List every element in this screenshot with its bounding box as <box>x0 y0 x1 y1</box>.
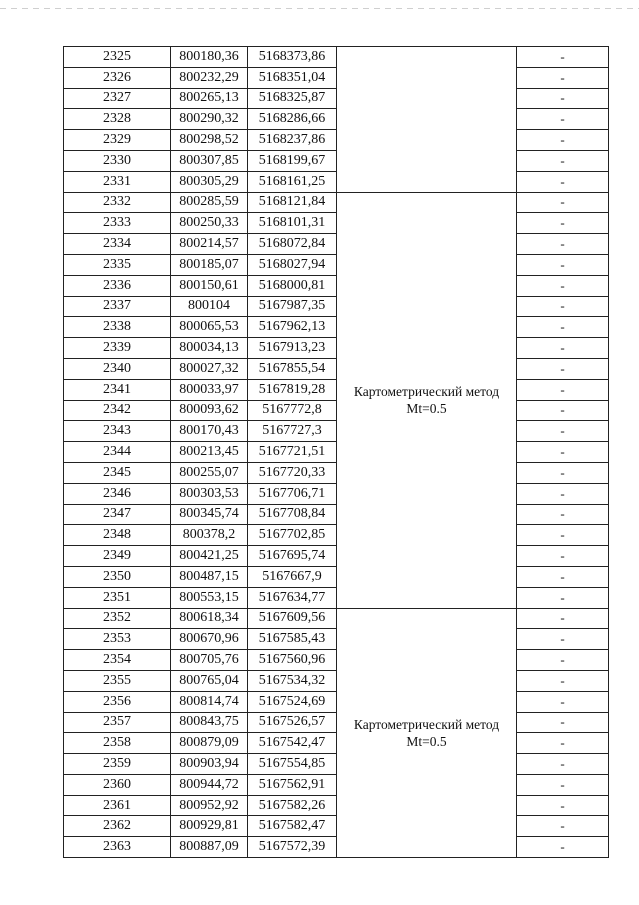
dash-cell: - <box>517 566 609 587</box>
dash-cell: - <box>517 525 609 546</box>
y-coordinate-cell: 5167855,54 <box>248 358 337 379</box>
table-row <box>64 47 609 68</box>
point-number-cell: 2340 <box>64 358 171 379</box>
x-coordinate-cell: 800814,74 <box>171 691 248 712</box>
dash-cell: - <box>517 733 609 754</box>
point-number-cell: 2334 <box>64 234 171 255</box>
x-coordinate-cell: 800487,15 <box>171 566 248 587</box>
dash-cell: - <box>517 234 609 255</box>
x-coordinate-cell: 800305,29 <box>171 171 248 192</box>
y-coordinate-cell: 5167721,51 <box>248 442 337 463</box>
point-number-cell: 2349 <box>64 546 171 567</box>
x-coordinate-cell: 800944,72 <box>171 774 248 795</box>
x-coordinate-cell: 800670,96 <box>171 629 248 650</box>
dash-cell: - <box>517 650 609 671</box>
table-row <box>64 608 609 629</box>
y-coordinate-cell: 5167524,69 <box>248 691 337 712</box>
y-coordinate-cell: 5168351,04 <box>248 67 337 88</box>
dash-cell: - <box>517 338 609 359</box>
x-coordinate-cell: 800170,43 <box>171 421 248 442</box>
point-number-cell: 2329 <box>64 130 171 151</box>
point-number-cell: 2355 <box>64 670 171 691</box>
point-number-cell: 2338 <box>64 317 171 338</box>
method-accuracy-text: Mt=0.5 <box>406 401 447 417</box>
method-name-text: Картометрический метод <box>353 384 500 400</box>
x-coordinate-cell: 800307,85 <box>171 150 248 171</box>
dash-cell: - <box>517 130 609 151</box>
y-coordinate-cell: 5167695,74 <box>248 546 337 567</box>
table-row <box>64 88 609 109</box>
y-coordinate-cell: 5167772,8 <box>248 400 337 421</box>
table-row <box>64 650 609 671</box>
table-row <box>64 691 609 712</box>
y-coordinate-cell: 5167708,84 <box>248 504 337 525</box>
table-row <box>64 546 609 567</box>
x-coordinate-cell: 800421,25 <box>171 546 248 567</box>
y-coordinate-cell: 5167913,23 <box>248 338 337 359</box>
dash-cell: - <box>517 629 609 650</box>
point-number-cell: 2345 <box>64 462 171 483</box>
dash-cell: - <box>517 47 609 68</box>
dash-cell: - <box>517 774 609 795</box>
table-row <box>64 213 609 234</box>
dash-cell: - <box>517 795 609 816</box>
table-row <box>64 629 609 650</box>
x-coordinate-cell: 800929,81 <box>171 816 248 837</box>
y-coordinate-cell: 5167562,91 <box>248 774 337 795</box>
point-number-cell: 2354 <box>64 650 171 671</box>
table-row <box>64 442 609 463</box>
x-coordinate-cell: 800887,09 <box>171 837 248 858</box>
table-row <box>64 234 609 255</box>
dash-cell: - <box>517 670 609 691</box>
dash-cell: - <box>517 483 609 504</box>
table-row <box>64 379 609 400</box>
point-number-cell: 2362 <box>64 816 171 837</box>
table-row <box>64 192 609 213</box>
point-number-cell: 2337 <box>64 296 171 317</box>
x-coordinate-cell: 800250,33 <box>171 213 248 234</box>
x-coordinate-cell: 800265,13 <box>171 88 248 109</box>
table-row <box>64 504 609 525</box>
y-coordinate-cell: 5167542,47 <box>248 733 337 754</box>
point-number-cell: 2353 <box>64 629 171 650</box>
table-row <box>64 816 609 837</box>
y-coordinate-cell: 5168161,25 <box>248 171 337 192</box>
table-row <box>64 150 609 171</box>
point-number-cell: 2357 <box>64 712 171 733</box>
y-coordinate-cell: 5167634,77 <box>248 587 337 608</box>
point-number-cell: 2352 <box>64 608 171 629</box>
y-coordinate-cell: 5168373,86 <box>248 47 337 68</box>
table-row <box>64 130 609 151</box>
y-coordinate-cell: 5168237,86 <box>248 130 337 151</box>
y-coordinate-cell: 5167727,3 <box>248 421 337 442</box>
table-row <box>64 754 609 775</box>
method-cell <box>337 192 517 608</box>
y-coordinate-cell: 5167609,56 <box>248 608 337 629</box>
dash-cell: - <box>517 421 609 442</box>
x-coordinate-cell: 800285,59 <box>171 192 248 213</box>
dash-cell: - <box>517 546 609 567</box>
x-coordinate-cell: 800843,75 <box>171 712 248 733</box>
table-row <box>64 254 609 275</box>
y-coordinate-cell: 5167526,57 <box>248 712 337 733</box>
y-coordinate-cell: 5168101,31 <box>248 213 337 234</box>
table-row <box>64 587 609 608</box>
dash-cell: - <box>517 608 609 629</box>
dash-cell: - <box>517 691 609 712</box>
x-coordinate-cell: 800290,32 <box>171 109 248 130</box>
y-coordinate-cell: 5168199,67 <box>248 150 337 171</box>
table-row <box>64 358 609 379</box>
x-coordinate-cell: 800093,62 <box>171 400 248 421</box>
point-number-cell: 2339 <box>64 338 171 359</box>
table-row <box>64 317 609 338</box>
table-row <box>64 712 609 733</box>
x-coordinate-cell: 800255,07 <box>171 462 248 483</box>
x-coordinate-cell: 800027,32 <box>171 358 248 379</box>
y-coordinate-cell: 5167819,28 <box>248 379 337 400</box>
point-number-cell: 2343 <box>64 421 171 442</box>
x-coordinate-cell: 800705,76 <box>171 650 248 671</box>
x-coordinate-cell: 800180,36 <box>171 47 248 68</box>
dash-cell: - <box>517 754 609 775</box>
dash-cell: - <box>517 837 609 858</box>
point-number-cell: 2332 <box>64 192 171 213</box>
point-number-cell: 2346 <box>64 483 171 504</box>
point-number-cell: 2361 <box>64 795 171 816</box>
y-coordinate-cell: 5168325,87 <box>248 88 337 109</box>
table-row <box>64 275 609 296</box>
method-name-text: Картометрический метод <box>353 716 500 732</box>
dash-cell: - <box>517 275 609 296</box>
x-coordinate-cell: 800034,13 <box>171 338 248 359</box>
table-row <box>64 795 609 816</box>
dash-cell: - <box>517 67 609 88</box>
y-coordinate-cell: 5167582,26 <box>248 795 337 816</box>
x-coordinate-cell: 800232,29 <box>171 67 248 88</box>
coordinates-table <box>63 46 609 858</box>
y-coordinate-cell: 5167987,35 <box>248 296 337 317</box>
dash-cell: - <box>517 379 609 400</box>
table-row <box>64 733 609 754</box>
point-number-cell: 2342 <box>64 400 171 421</box>
x-coordinate-cell: 800213,45 <box>171 442 248 463</box>
point-number-cell: 2358 <box>64 733 171 754</box>
point-number-cell: 2350 <box>64 566 171 587</box>
x-coordinate-cell: 800903,94 <box>171 754 248 775</box>
y-coordinate-cell: 5167720,33 <box>248 462 337 483</box>
table-row <box>64 837 609 858</box>
y-coordinate-cell: 5168286,66 <box>248 109 337 130</box>
table-row <box>64 338 609 359</box>
point-number-cell: 2360 <box>64 774 171 795</box>
x-coordinate-cell: 800303,53 <box>171 483 248 504</box>
x-coordinate-cell: 800150,61 <box>171 275 248 296</box>
point-number-cell: 2347 <box>64 504 171 525</box>
x-coordinate-cell: 800345,74 <box>171 504 248 525</box>
point-number-cell: 2356 <box>64 691 171 712</box>
dash-cell: - <box>517 192 609 213</box>
y-coordinate-cell: 5167706,71 <box>248 483 337 504</box>
dash-cell: - <box>517 213 609 234</box>
method-cell <box>337 47 517 193</box>
point-number-cell: 2344 <box>64 442 171 463</box>
table-row <box>64 462 609 483</box>
table-row <box>64 670 609 691</box>
y-coordinate-cell: 5167667,9 <box>248 566 337 587</box>
coordinates-table-body <box>64 47 609 858</box>
point-number-cell: 2325 <box>64 47 171 68</box>
point-number-cell: 2335 <box>64 254 171 275</box>
dash-cell: - <box>517 442 609 463</box>
x-coordinate-cell: 800104 <box>171 296 248 317</box>
x-coordinate-cell: 800378,2 <box>171 525 248 546</box>
table-row <box>64 67 609 88</box>
point-number-cell: 2336 <box>64 275 171 296</box>
y-coordinate-cell: 5167962,13 <box>248 317 337 338</box>
x-coordinate-cell: 800618,34 <box>171 608 248 629</box>
table-row <box>64 400 609 421</box>
y-coordinate-cell: 5167554,85 <box>248 754 337 775</box>
dash-cell: - <box>517 109 609 130</box>
x-coordinate-cell: 800298,52 <box>171 130 248 151</box>
method-accuracy-text: Mt=0.5 <box>406 733 447 749</box>
point-number-cell: 2327 <box>64 88 171 109</box>
table-row <box>64 171 609 192</box>
table-row <box>64 566 609 587</box>
point-number-cell: 2333 <box>64 213 171 234</box>
point-number-cell: 2359 <box>64 754 171 775</box>
y-coordinate-cell: 5168027,94 <box>248 254 337 275</box>
x-coordinate-cell: 800033,97 <box>171 379 248 400</box>
dash-cell: - <box>517 816 609 837</box>
x-coordinate-cell: 800065,53 <box>171 317 248 338</box>
y-coordinate-cell: 5168121,84 <box>248 192 337 213</box>
point-number-cell: 2331 <box>64 171 171 192</box>
dash-cell: - <box>517 88 609 109</box>
y-coordinate-cell: 5167572,39 <box>248 837 337 858</box>
point-number-cell: 2341 <box>64 379 171 400</box>
table-row <box>64 109 609 130</box>
table-row <box>64 774 609 795</box>
y-coordinate-cell: 5167702,85 <box>248 525 337 546</box>
dash-cell: - <box>517 296 609 317</box>
scan-border-line <box>0 8 639 9</box>
point-number-cell: 2351 <box>64 587 171 608</box>
point-number-cell: 2330 <box>64 150 171 171</box>
x-coordinate-cell: 800765,04 <box>171 670 248 691</box>
y-coordinate-cell: 5167585,43 <box>248 629 337 650</box>
dash-cell: - <box>517 317 609 338</box>
dash-cell: - <box>517 587 609 608</box>
y-coordinate-cell: 5167560,96 <box>248 650 337 671</box>
dash-cell: - <box>517 400 609 421</box>
y-coordinate-cell: 5167582,47 <box>248 816 337 837</box>
dash-cell: - <box>517 712 609 733</box>
dash-cell: - <box>517 462 609 483</box>
y-coordinate-cell: 5168072,84 <box>248 234 337 255</box>
point-number-cell: 2328 <box>64 109 171 130</box>
dash-cell: - <box>517 254 609 275</box>
y-coordinate-cell: 5167534,32 <box>248 670 337 691</box>
dash-cell: - <box>517 150 609 171</box>
x-coordinate-cell: 800879,09 <box>171 733 248 754</box>
method-cell <box>337 608 517 858</box>
table-row <box>64 421 609 442</box>
x-coordinate-cell: 800952,92 <box>171 795 248 816</box>
x-coordinate-cell: 800185,07 <box>171 254 248 275</box>
table-row <box>64 525 609 546</box>
table-row <box>64 296 609 317</box>
y-coordinate-cell: 5168000,81 <box>248 275 337 296</box>
table-row <box>64 483 609 504</box>
point-number-cell: 2363 <box>64 837 171 858</box>
dash-cell: - <box>517 504 609 525</box>
x-coordinate-cell: 800553,15 <box>171 587 248 608</box>
point-number-cell: 2326 <box>64 67 171 88</box>
dash-cell: - <box>517 358 609 379</box>
dash-cell: - <box>517 171 609 192</box>
x-coordinate-cell: 800214,57 <box>171 234 248 255</box>
point-number-cell: 2348 <box>64 525 171 546</box>
